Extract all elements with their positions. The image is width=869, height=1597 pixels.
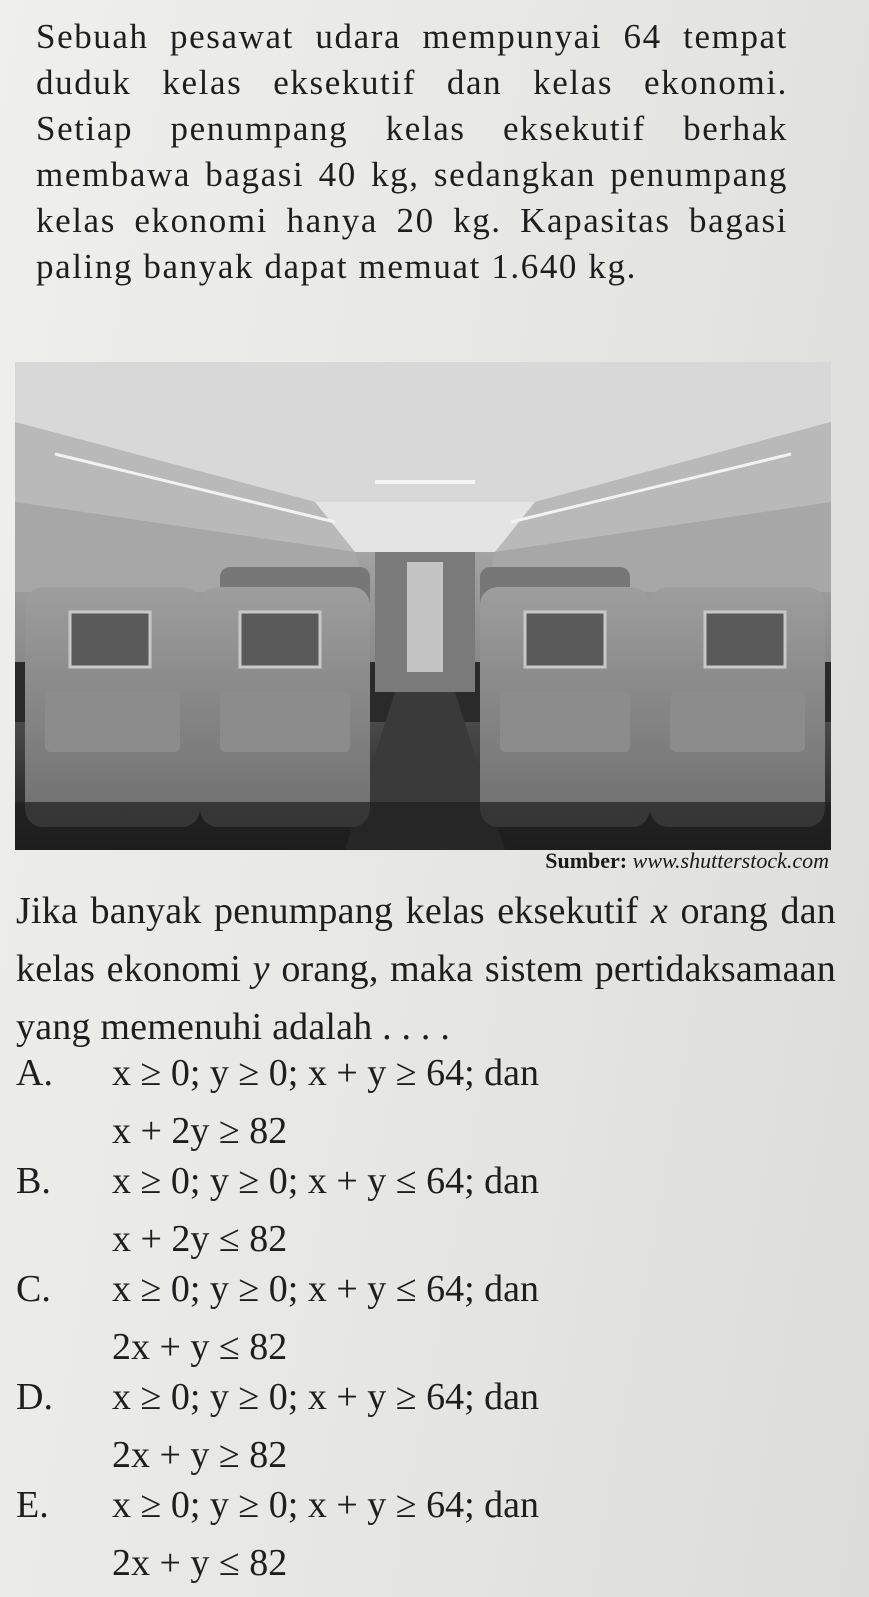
option-line-1: x ≥ 0; y ≥ 0; x + y ≥ 64; dan — [112, 1376, 540, 1418]
option-a[interactable] — [16, 1044, 539, 1160]
caption-label: Sumber: — [545, 848, 628, 873]
option-line-2: 2x + y ≤ 82 — [112, 1542, 288, 1584]
option-d[interactable] — [16, 1368, 539, 1484]
option-letter: E. — [16, 1484, 49, 1526]
question-text — [16, 882, 836, 1056]
option-letter: D. — [16, 1376, 53, 1418]
option-letter: A. — [16, 1052, 53, 1094]
option-line-2: x + 2y ≥ 82 — [112, 1110, 288, 1152]
option-line-1: x ≥ 0; y ≥ 0; x + y ≥ 64; dan — [112, 1052, 540, 1094]
option-e[interactable] — [16, 1476, 539, 1592]
question-part-3: orang, maka sistem pertidaksamaan yang memenuhi adalah . . . . — [16, 948, 836, 1048]
option-line-2: x + 2y ≤ 82 — [112, 1218, 288, 1260]
option-line-1: x ≥ 0; y ≥ 0; x + y ≥ 64; dan — [112, 1484, 540, 1526]
option-b[interactable] — [16, 1152, 539, 1268]
option-line-2: 2x + y ≤ 82 — [112, 1326, 288, 1368]
question-part-1: Jika banyak penumpang kelas eksekutif — [16, 890, 651, 932]
option-c[interactable] — [16, 1260, 539, 1376]
option-line-1: x ≥ 0; y ≥ 0; x + y ≤ 64; dan — [112, 1160, 540, 1202]
option-letter: B. — [16, 1160, 51, 1202]
caption-source: www.shutterstock.com — [632, 848, 829, 873]
question-part-2: orang dan kelas ekonomi — [16, 890, 837, 990]
option-line-1: x ≥ 0; y ≥ 0; x + y ≤ 64; dan — [112, 1268, 540, 1310]
option-line-2: 2x + y ≥ 82 — [112, 1434, 288, 1476]
variable-x: x — [650, 890, 668, 932]
option-letter: C. — [16, 1268, 51, 1310]
problem-paragraph: Sebuah pesawat udara mempunyai 64 tempat duduk kelas eksekutif dan kelas ekonomi. Setiap penumpang kelas eksekutif berhak membawa bagasi 40 kg, sedangkan penumpang kelas ekonomi hanya 20 kg. Kapasitas bagasi paling banyak dapat memuat 1.640 kg. — [36, 17, 788, 286]
airplane-cabin-photo — [15, 362, 831, 850]
figure-caption — [545, 848, 829, 874]
variable-y: y — [252, 948, 270, 990]
